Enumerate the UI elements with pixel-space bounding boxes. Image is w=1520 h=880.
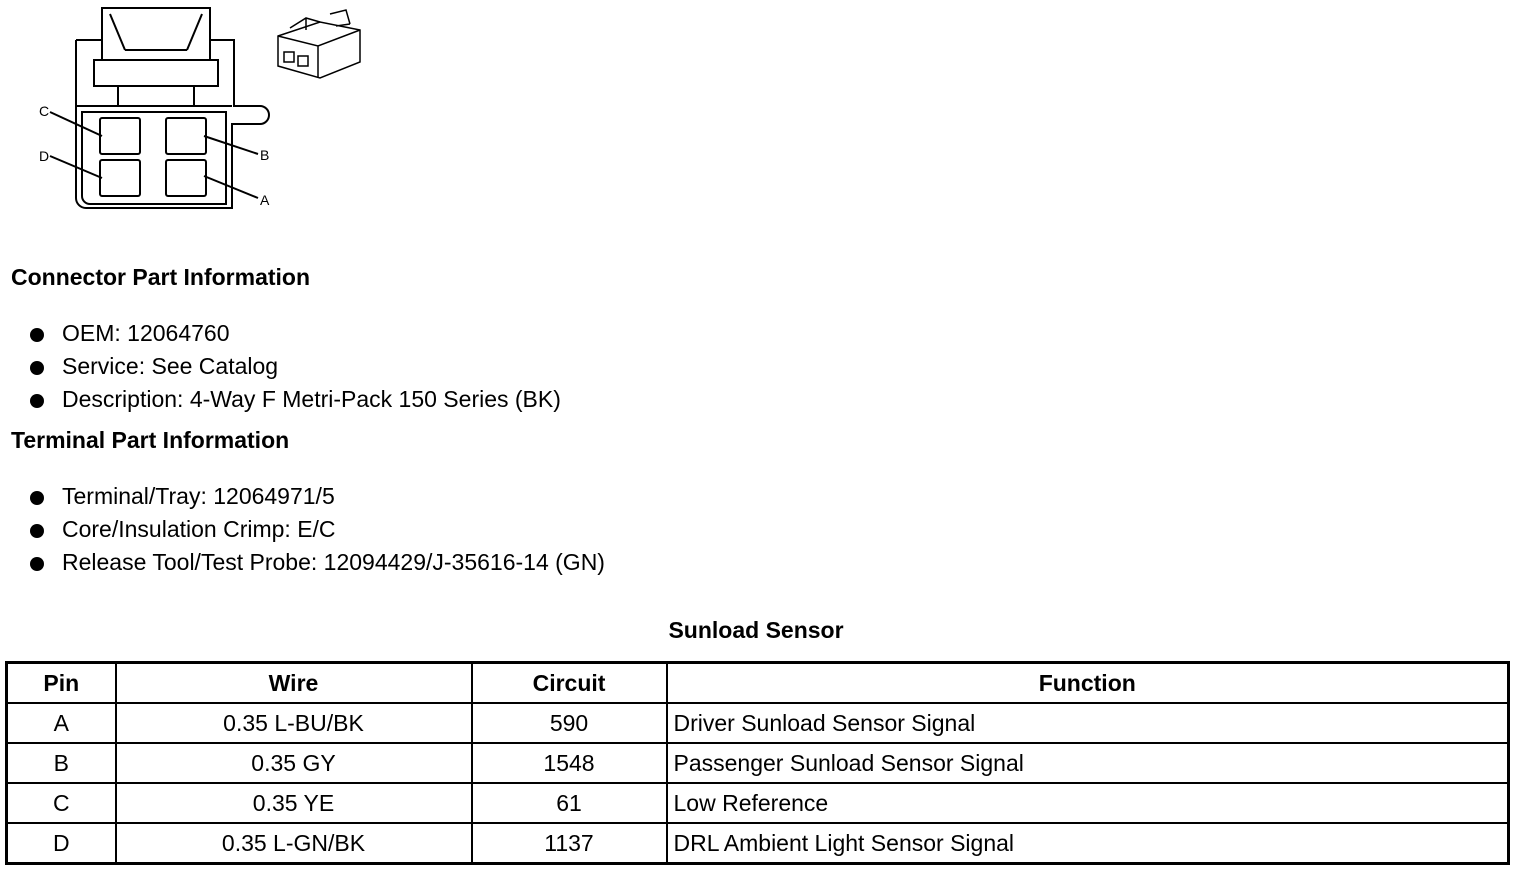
list-item-text: OEM: 12064760	[62, 320, 230, 346]
header-circuit: Circuit	[472, 663, 667, 704]
cell-circuit: 590	[472, 703, 667, 743]
table-title: Sunload Sensor	[668, 617, 844, 643]
bullet-icon	[30, 361, 44, 375]
table-row	[7, 783, 1509, 823]
terminal-info-list	[28, 480, 605, 579]
list-item	[28, 350, 561, 383]
cell-wire: 0.35 GY	[116, 743, 472, 783]
list-item-text: Release Tool/Test Probe: 12094429/J-35616-14 (GN)	[62, 549, 605, 575]
table-header-row	[7, 663, 1509, 704]
table-row	[7, 703, 1509, 743]
cell-function: Passenger Sunload Sensor Signal	[667, 743, 1509, 783]
pin-label-c: C	[39, 103, 50, 119]
cell-circuit: 1137	[472, 823, 667, 864]
header-function: Function	[667, 663, 1509, 704]
cell-pin: A	[7, 703, 116, 743]
cell-circuit: 1548	[472, 743, 667, 783]
table-row	[7, 743, 1509, 783]
connector-diagram	[20, 0, 380, 220]
list-item-text: Terminal/Tray: 12064971/5	[62, 483, 335, 509]
cell-circuit: 61	[472, 783, 667, 823]
bullet-icon	[30, 328, 44, 342]
list-item	[28, 546, 605, 579]
pinout-table	[5, 661, 1510, 865]
cell-wire: 0.35 L-BU/BK	[116, 703, 472, 743]
bullet-icon	[30, 557, 44, 571]
header-wire: Wire	[116, 663, 472, 704]
list-item-text: Description: 4-Way F Metri-Pack 150 Series (BK)	[62, 386, 561, 412]
cell-function: Low Reference	[667, 783, 1509, 823]
list-item	[28, 480, 605, 513]
cell-pin: C	[7, 783, 116, 823]
header-pin: Pin	[7, 663, 116, 704]
connector-info-title: Connector Part Information	[11, 264, 311, 290]
list-item-text: Core/Insulation Crimp: E/C	[62, 516, 336, 542]
cell-function: Driver Sunload Sensor Signal	[667, 703, 1509, 743]
connector-isometric-icon	[278, 10, 360, 78]
pin-label-b: B	[260, 147, 270, 163]
list-item	[28, 317, 561, 350]
connector-info-list	[28, 317, 561, 416]
list-item-text: Service: See Catalog	[62, 353, 279, 379]
cell-function: DRL Ambient Light Sensor Signal	[667, 823, 1509, 864]
cell-pin: D	[7, 823, 116, 864]
cell-wire: 0.35 L-GN/BK	[116, 823, 472, 864]
terminal-info-title: Terminal Part Information	[11, 427, 290, 453]
cell-wire: 0.35 YE	[116, 783, 472, 823]
list-item	[28, 513, 605, 546]
table-row	[7, 823, 1509, 864]
pin-label-a: A	[260, 192, 270, 208]
list-item	[28, 383, 561, 416]
bullet-icon	[30, 524, 44, 538]
bullet-icon	[30, 491, 44, 505]
bullet-icon	[30, 394, 44, 408]
cell-pin: B	[7, 743, 116, 783]
pin-label-d: D	[39, 148, 50, 164]
